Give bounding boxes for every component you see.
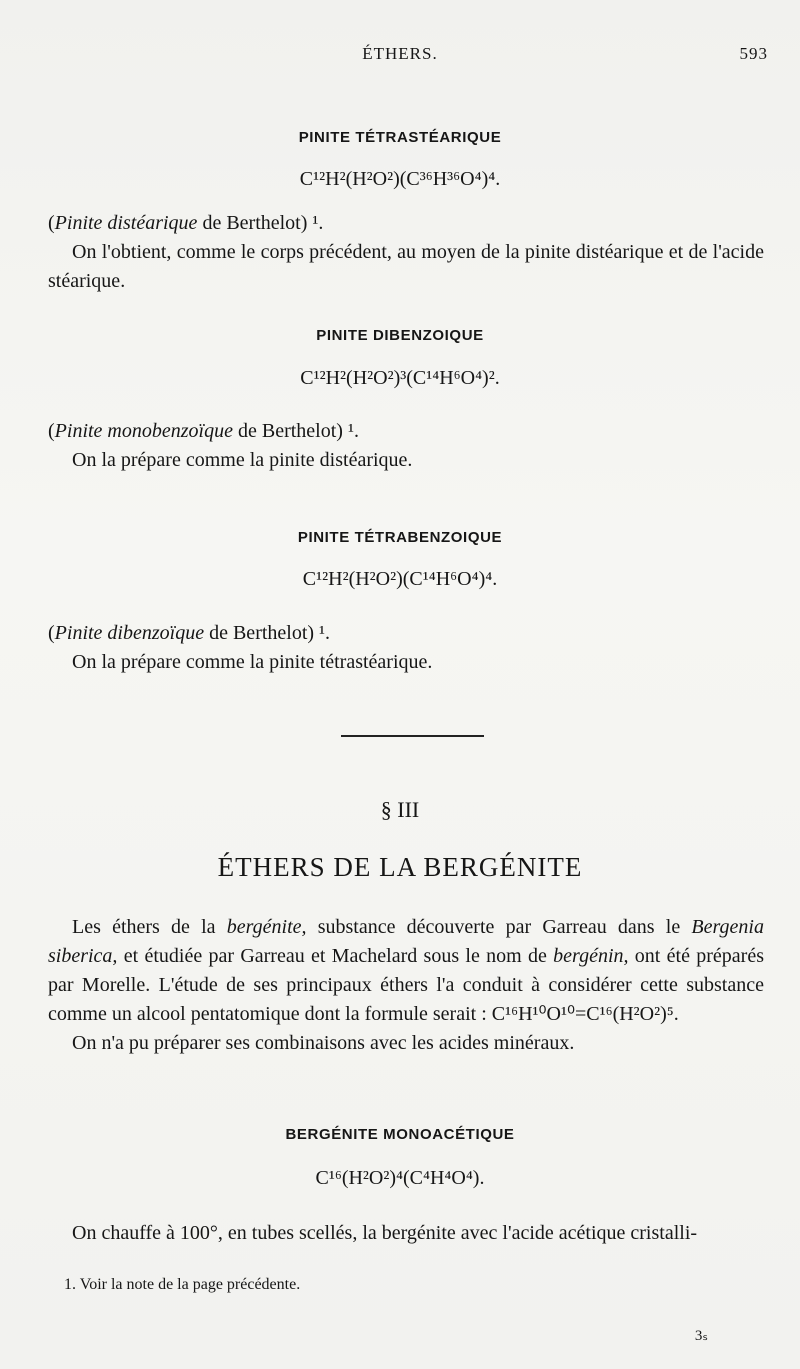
term-bergenite: bergénite, (226, 916, 307, 938)
section-text (48, 913, 764, 1058)
entry-text (48, 209, 764, 296)
entry-title: BERGÉNITE MONOACÉTIQUE (285, 1126, 515, 1143)
footnote: 1. Voir la note de la page précédente. (64, 1276, 301, 1293)
entry-body: On la prépare comme la pinite distéarique. (72, 449, 413, 471)
synonym-name: Pinite distéarique (54, 212, 198, 234)
term-bergenin: bergénin, (553, 945, 629, 967)
section-divider (341, 735, 484, 737)
synonym-attribution: de Berthelot) ¹. (204, 622, 331, 644)
intro-text: substance découverte par Garreau dans le (306, 916, 692, 938)
entry-body: On l'obtient, comme le corps précédent, au moyen de la pinite distéarique et de l'acide stéarique. (48, 241, 764, 292)
page-number: 593 (739, 44, 768, 63)
intro-text: ont été préparés par Morelle. L'étude de ses principaux éthers l'a conduit à considérer cette substance comme un alcool pentatomique dont la formule serait : C¹⁶H¹⁰O¹⁰=C¹⁶(H²O²)⁵. (48, 945, 764, 1025)
synonym-name: Pinite dibenzoïque (54, 622, 205, 644)
intro-text: et étudiée par Garreau et Machelard sous le nom de (117, 945, 554, 967)
synonym-name: Pinite monobenzoïque (54, 420, 233, 442)
synonym-attribution: de Berthelot) ¹. (197, 212, 324, 234)
entry-body: On la prépare comme la pinite tétrastéarique. (72, 651, 433, 673)
entry-formula: C¹²H²(H²O²)(C³⁶H³⁶O⁴)⁴. (299, 168, 501, 190)
entry-body: On chauffe à 100°, en tubes scellés, la bergénite avec l'acide acétique cristalli- (72, 1222, 698, 1244)
entry-formula: C¹²H²(H²O²)³(C¹⁴H⁶O⁴)². (300, 367, 500, 389)
synonym-attribution: de Berthelot) ¹. (232, 420, 359, 442)
section-number: § III (380, 797, 420, 822)
entry-text (48, 417, 764, 475)
entry-text (48, 1219, 764, 1248)
entry-synonym: (Pinite monobenzoïque de Berthelot) ¹. (48, 420, 359, 442)
entry-synonym: (Pinite distéarique de Berthelot) ¹. (48, 212, 324, 234)
running-head (0, 44, 800, 68)
running-title: ÉTHERS. (362, 44, 438, 63)
signature-mark: 3ₛ (694, 1328, 708, 1344)
section-mineral-note: On n'a pu préparer ses combinaisons avec les acides minéraux. (72, 1032, 575, 1054)
term-bergenia: Bergenia siberica, (48, 916, 764, 967)
intro-text: Les éthers de la (72, 916, 227, 938)
section-title: ÉTHERS DE LA BERGÉNITE (217, 852, 583, 882)
entry-title: PINITE TÉTRASTÉARIQUE (298, 129, 502, 146)
entry-text (48, 619, 764, 677)
entry-title: PINITE DIBENZOIQUE (316, 327, 484, 344)
entry-title: PINITE TÉTRABENZOIQUE (297, 529, 503, 546)
entry-formula: C¹²H²(H²O²)(C¹⁴H⁶O⁴)⁴. (302, 568, 498, 590)
entry-formula: C¹⁶(H²O²)⁴(C⁴H⁴O⁴). (315, 1167, 485, 1189)
section-intro (48, 913, 764, 1029)
entry-synonym: (Pinite dibenzoïque de Berthelot) ¹. (48, 622, 331, 644)
